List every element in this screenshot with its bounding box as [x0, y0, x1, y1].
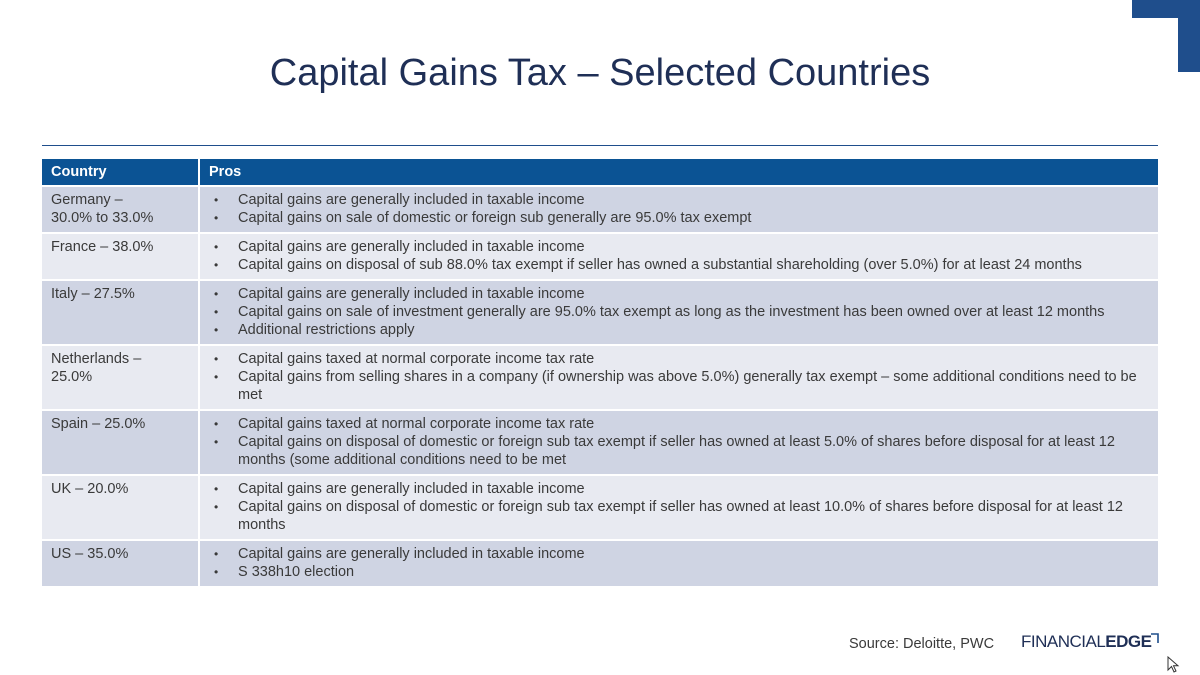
pros-list-item: • Additional restrictions apply — [209, 321, 1149, 339]
pros-cell — [199, 540, 1158, 586]
pros-cell — [199, 233, 1158, 280]
financial-edge-logo — [1021, 632, 1151, 652]
table-header-row — [42, 159, 1158, 186]
pros-cell — [199, 186, 1158, 233]
country-cell — [42, 345, 199, 410]
pros-list-item: • Capital gains are generally included in taxable income — [209, 191, 1149, 209]
pros-list — [209, 545, 1149, 581]
brand-part-edge: EDGE — [1105, 632, 1152, 651]
pros-list-item: • Capital gains on disposal of sub 88.0% tax exempt if seller has owned a substantial shareholding (over 5.0%) for at least 24 months — [209, 256, 1149, 274]
country-label: France – 38.0% — [51, 239, 154, 255]
pros-cell — [199, 345, 1158, 410]
country-cell — [42, 475, 199, 540]
table-row — [42, 475, 1158, 540]
country-column-header: Country — [42, 159, 199, 186]
source-note: Source: Deloitte, PWC — [849, 636, 995, 652]
table-row — [42, 233, 1158, 280]
pros-column-header: Pros — [199, 159, 1158, 186]
country-cell — [42, 540, 199, 586]
pros-list-item: • Capital gains are generally included in taxable income — [209, 480, 1149, 498]
pros-list-item: • S 338h10 election — [209, 563, 1149, 581]
pros-list-item: • Capital gains are generally included in taxable income — [209, 238, 1149, 256]
table-row — [42, 280, 1158, 345]
pros-cell — [199, 410, 1158, 475]
country-cell — [42, 186, 199, 233]
table-row — [42, 345, 1158, 410]
brand-part-financial: FINANCIAL — [1021, 632, 1106, 651]
pros-list-item: • Capital gains from selling shares in a company (if ownership was above 5.0%) generally tax exempt – some additional conditions need to be met — [209, 368, 1149, 404]
country-label: Spain – 25.0% — [51, 416, 146, 432]
pros-cell — [199, 475, 1158, 540]
pros-list — [209, 238, 1149, 274]
table-row — [42, 540, 1158, 586]
country-label: Germany – 30.0% to 33.0% — [51, 192, 154, 226]
pros-list — [209, 350, 1149, 404]
pros-list-item: • Capital gains are generally included in taxable income — [209, 285, 1149, 303]
pros-cell — [199, 280, 1158, 345]
table-row — [42, 186, 1158, 233]
pros-list-item: • Capital gains on sale of domestic or foreign sub generally are 95.0% tax exempt — [209, 209, 1149, 227]
country-label: Italy – 27.5% — [51, 286, 135, 302]
title-divider — [42, 145, 1158, 146]
pros-list-item: • Capital gains on disposal of domestic or foreign sub tax exempt if seller has owned at least 10.0% of shares before disposal for at least 12 months — [209, 498, 1149, 534]
country-label: UK – 20.0% — [51, 481, 129, 497]
capital-gains-table — [42, 159, 1158, 586]
pros-list-item: • Capital gains on sale of investment generally are 95.0% tax exempt as long as the investment has been owned over at least 12 months — [209, 303, 1149, 321]
country-cell — [42, 233, 199, 280]
pros-list — [209, 191, 1149, 227]
pros-list — [209, 285, 1149, 339]
logo-mark-icon — [1151, 633, 1159, 643]
country-cell — [42, 280, 199, 345]
pros-list — [209, 415, 1149, 469]
country-label: Netherlands – 25.0% — [51, 351, 142, 385]
country-label: US – 35.0% — [51, 546, 129, 562]
table-row — [42, 410, 1158, 475]
pros-list-item: • Capital gains taxed at normal corporate income tax rate — [209, 415, 1149, 433]
table-body — [42, 186, 1158, 586]
mouse-cursor-icon — [1167, 656, 1181, 674]
pros-list-item: • Capital gains on disposal of domestic or foreign sub tax exempt if seller has owned at least 5.0% of shares before disposal for at least 12 months (some additional conditions need to be met — [209, 433, 1149, 469]
pros-list-item: • Capital gains are generally included in taxable income — [209, 545, 1149, 563]
page-title: Capital Gains Tax – Selected Countries — [269, 52, 931, 94]
pros-list-item: • Capital gains taxed at normal corporate income tax rate — [209, 350, 1149, 368]
country-cell — [42, 410, 199, 475]
pros-list — [209, 480, 1149, 534]
